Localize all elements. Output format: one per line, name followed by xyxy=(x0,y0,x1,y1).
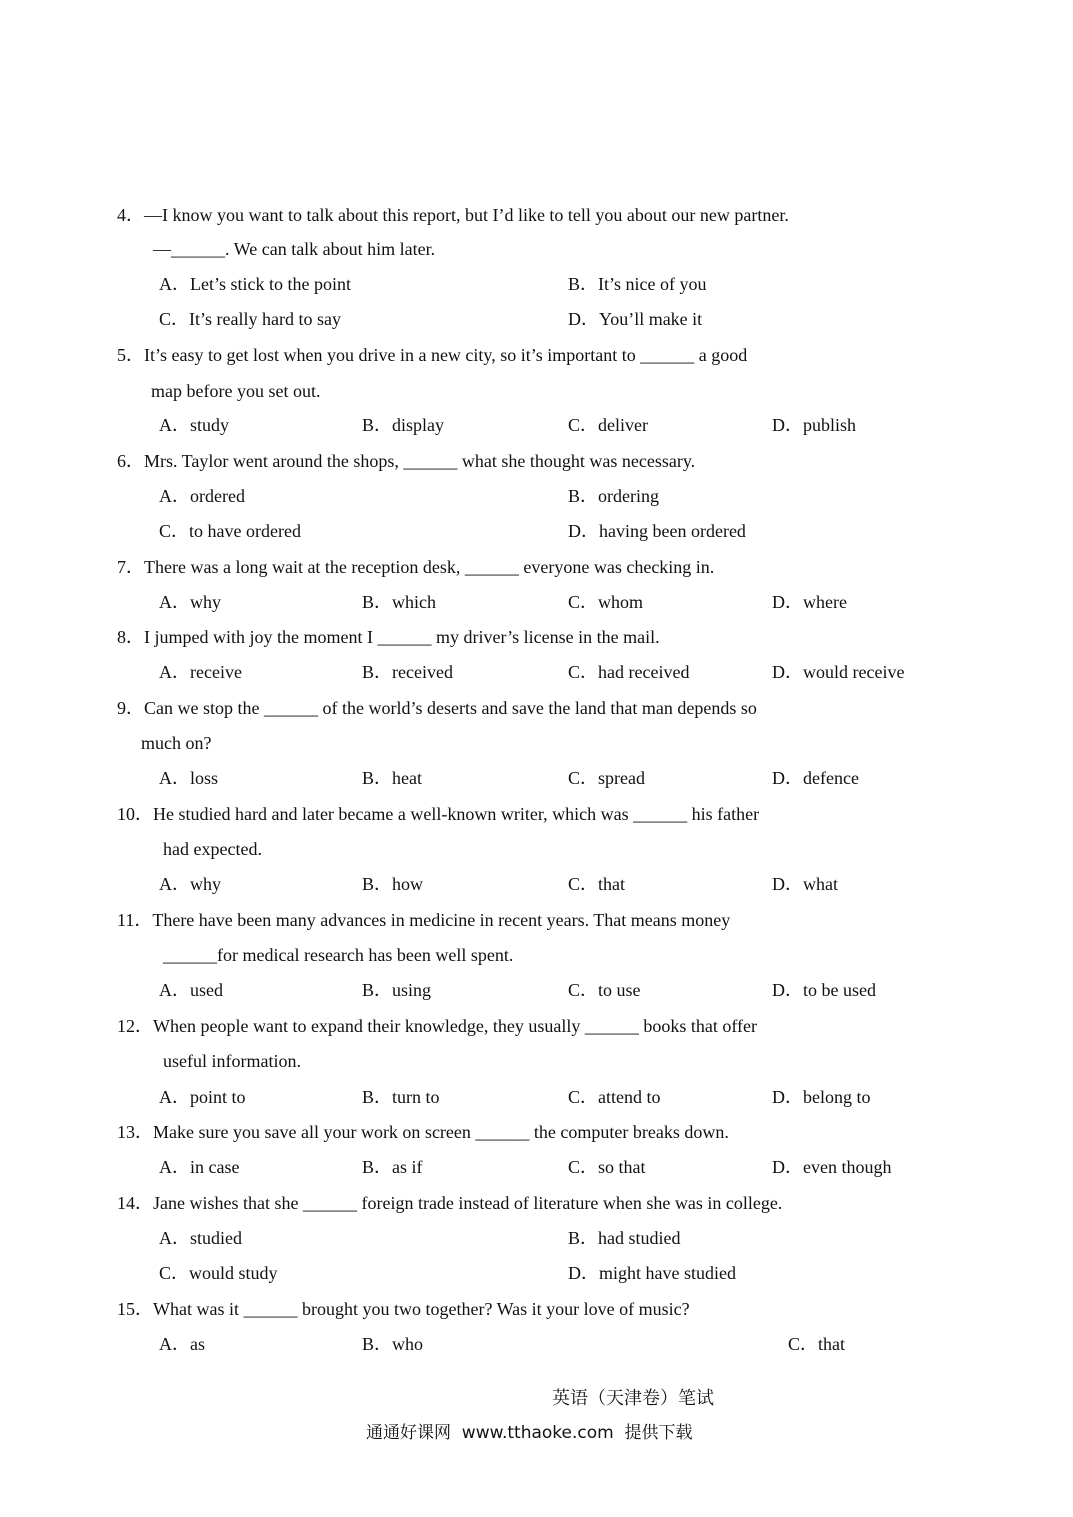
question-6-option-d: D．having been ordered xyxy=(568,521,746,541)
question-9-stem-line-1: 9．Can we stop the ______ of the world’s deserts and save the land that man depends so xyxy=(117,698,757,718)
question-7-option-a: A．why xyxy=(159,592,221,612)
question-6-stem: 6．Mrs. Taylor went around the shops, ______ what she thought was necessary. xyxy=(117,451,696,471)
question-13-option-a: A．in case xyxy=(159,1157,240,1177)
question-8-option-d: D．would receive xyxy=(772,662,905,682)
question-5-option-a: A．study xyxy=(159,415,230,435)
question-11-option-b: B．using xyxy=(362,980,432,1000)
question-8-stem: 8．I jumped with joy the moment I ______ my driver’s license in the mail. xyxy=(117,627,660,647)
question-14-stem: 14．Jane wishes that she ______ foreign trade instead of literature when she was in college. xyxy=(117,1193,783,1213)
question-11-option-d: D．to be used xyxy=(772,980,876,1000)
question-14-option-d: D．might have studied xyxy=(568,1263,736,1283)
question-15-option-b: B．who xyxy=(362,1334,424,1354)
question-11-option-c: C．to use xyxy=(568,980,641,1000)
question-6-option-c: C．to have ordered xyxy=(159,521,301,541)
question-4-option-d: D．You’ll make it xyxy=(568,309,703,329)
question-10-option-d: D．what xyxy=(772,874,838,894)
question-4-stem-line-2: —______. We can talk about him later. xyxy=(153,239,436,259)
question-10-option-b: B．how xyxy=(362,874,424,894)
question-13-option-d: D．even though xyxy=(772,1157,892,1177)
question-9-option-a: A．loss xyxy=(159,768,219,788)
question-11-stem-line-1: 11．There have been many advances in medicine in recent years. That means money xyxy=(117,910,731,930)
question-10-option-c: C．that xyxy=(568,874,625,894)
question-13-stem: 13．Make sure you save all your work on screen ______ the computer breaks down. xyxy=(117,1122,729,1142)
question-12-stem-line-1: 12．When people want to expand their knowledge, they usually ______ books that offer xyxy=(117,1016,758,1036)
source-site-credit: 通通好课网 www.tthaoke.com 提供下载 xyxy=(366,1423,693,1443)
question-4-option-a: A．Let’s stick to the point xyxy=(159,274,351,294)
question-8-option-a: A．receive xyxy=(159,662,242,682)
question-5-stem-line-2: map before you set out. xyxy=(151,381,321,401)
question-9-option-b: B．heat xyxy=(362,768,422,788)
question-12-option-c: C．attend to xyxy=(568,1087,661,1107)
question-15-option-a: A．as xyxy=(159,1334,205,1354)
question-8-option-c: C．had received xyxy=(568,662,690,682)
question-5-stem-line-1: 5．It’s easy to get lost when you drive in a new city, so it’s important to ______ a good xyxy=(117,345,748,365)
question-14-option-b: B．had studied xyxy=(568,1228,681,1248)
question-8-option-b: B．received xyxy=(362,662,453,682)
question-7-option-d: D．where xyxy=(772,592,847,612)
question-10-stem-line-1: 10．He studied hard and later became a well-known writer, which was ______ his father xyxy=(117,804,760,824)
question-5-option-d: D．publish xyxy=(772,415,857,435)
question-9-option-c: C．spread xyxy=(568,768,645,788)
question-7-option-b: B．which xyxy=(362,592,436,612)
question-6-option-a: A．ordered xyxy=(159,486,245,506)
question-9-option-d: D．defence xyxy=(772,768,859,788)
question-12-stem-line-2: useful information. xyxy=(163,1051,301,1071)
question-4-option-b: B．It’s nice of you xyxy=(568,274,707,294)
question-5-option-c: C．deliver xyxy=(568,415,648,435)
exam-footer-title: 英语（天津卷）笔试 xyxy=(552,1388,714,1409)
question-12-option-b: B．turn to xyxy=(362,1087,440,1107)
question-10-stem-line-2: had expected. xyxy=(163,839,262,859)
question-7-option-c: C．whom xyxy=(568,592,644,612)
question-4-option-c: C．It’s really hard to say xyxy=(159,309,341,329)
question-12-option-d: D．belong to xyxy=(772,1087,871,1107)
question-4-stem-line-1: 4．—I know you want to talk about this report, but I’d like to tell you about our new partner. xyxy=(117,205,789,225)
question-6-option-b: B．ordering xyxy=(568,486,659,506)
question-7-stem: 7．There was a long wait at the reception desk, ______ everyone was checking in. xyxy=(117,557,715,577)
question-10-option-a: A．why xyxy=(159,874,221,894)
question-15-option-c: C．that xyxy=(788,1334,845,1354)
question-11-option-a: A．used xyxy=(159,980,223,1000)
question-5-option-b: B．display xyxy=(362,415,445,435)
question-9-stem-line-2: much on? xyxy=(141,733,212,753)
question-13-option-b: B．as if xyxy=(362,1157,423,1177)
question-11-stem-line-2: ______for medical research has been well spent. xyxy=(163,945,514,965)
question-14-option-c: C．would study xyxy=(159,1263,278,1283)
question-14-option-a: A．studied xyxy=(159,1228,242,1248)
question-15-stem: 15．What was it ______ brought you two together? Was it your love of music? xyxy=(117,1299,690,1319)
question-12-option-a: A．point to xyxy=(159,1087,246,1107)
question-13-option-c: C．so that xyxy=(568,1157,646,1177)
